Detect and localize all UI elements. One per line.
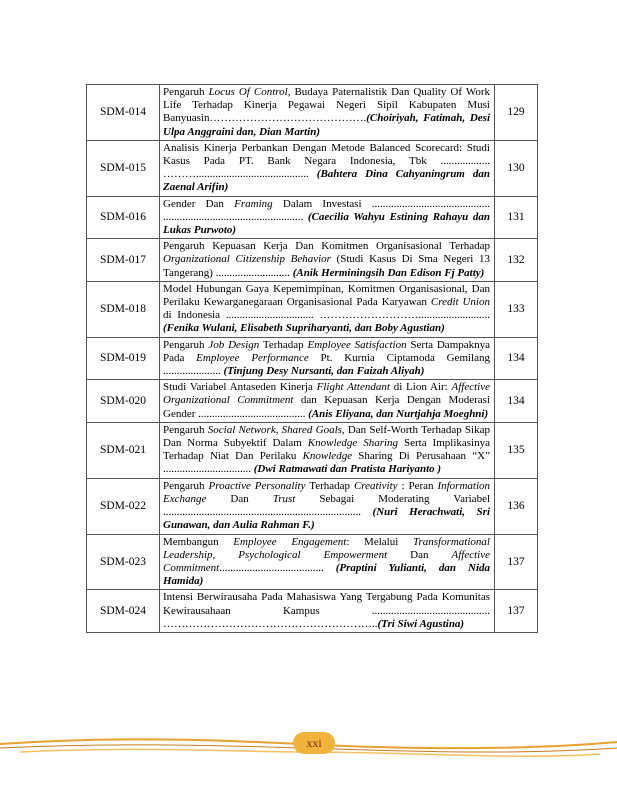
- toc-row: [87, 590, 538, 633]
- entry-page: 137: [495, 534, 538, 590]
- toc-row: [87, 534, 538, 590]
- entry-title-text: Affective Commitment: [163, 548, 490, 574]
- entry-title: [160, 281, 495, 337]
- entry-title: [160, 85, 495, 141]
- entry-title: [160, 534, 495, 590]
- entry-code: SDM-015: [87, 140, 160, 196]
- entry-title-text: Pengaruh Kepuasan Kerja Dan Komitmen Organisasional Terhadap: [163, 240, 490, 253]
- entry-title-text: Knowledge Sharing: [307, 437, 399, 450]
- entry-title-text: Dalam Investasi ........................................... ...................................................: [163, 197, 490, 223]
- entry-code: SDM-020: [87, 380, 160, 423]
- entry-authors: (Tinjung Desy Nursanti, dan Faizah Aliyah): [223, 365, 425, 378]
- entry-code: SDM-019: [87, 337, 160, 380]
- entry-title: [160, 478, 495, 534]
- entry-title-text: Knowledge: [302, 450, 353, 463]
- entry-title-text: Serta Dampaknya Pada: [163, 338, 491, 364]
- entry-title-text: (Studi Kasus Di Sma Negeri 13 Tangerang) ...........................: [163, 253, 490, 279]
- entry-code: SDM-021: [87, 422, 160, 478]
- toc-row: [87, 239, 538, 282]
- toc-row: [87, 422, 538, 478]
- entry-title-text: , Dan Self-Worth Terhadap Sikap Dan Norma Subyektif Dalam: [163, 423, 490, 450]
- entry-title-text: Employee Engagement: [233, 535, 347, 548]
- toc-row: [87, 478, 538, 534]
- toc-body: [87, 85, 538, 633]
- entry-title-text: Affective Organizational Commitment: [163, 381, 490, 407]
- entry-title-text: Transformational Leadership: [163, 535, 490, 561]
- entry-page: 134: [495, 380, 538, 423]
- entry-title: [160, 380, 495, 423]
- entry-authors: (Anik Herminingsih Dan Edison Fj Patty): [292, 266, 485, 279]
- entry-title-text: Pengaruh: [163, 479, 209, 492]
- toc-row: [87, 281, 538, 337]
- entry-title: [160, 337, 495, 380]
- entry-title-text: Sharing Di Perusahaan “X” ................................: [163, 450, 490, 476]
- entry-title-text: di Indonesia ................................ ………………………..........................: [163, 309, 490, 322]
- entry-title-text: Credit Union: [430, 296, 490, 309]
- toc-row: [87, 196, 538, 239]
- entry-title-text: Information Exchange: [163, 479, 491, 505]
- entry-title-text: Proactive Personality: [208, 479, 306, 492]
- entry-title-text: Organizational Citizenship Behavior: [163, 253, 331, 266]
- entry-code: SDM-018: [87, 281, 160, 337]
- entry-page: 136: [495, 478, 538, 534]
- entry-page: 130: [495, 140, 538, 196]
- entry-title-text: Flight Attendant: [316, 381, 390, 394]
- entry-title-text: Analisis Kinerja Perbankan Dengan Metode Balanced Scorecard: Studi Kasus Pada PT. Bank Negara Indonesia, Tbk .................. ……….........................................: [163, 141, 490, 181]
- entry-title-text: Serta Implikasinya Terhadap Niat Dan Perilaku: [163, 437, 490, 463]
- toc-row: [87, 337, 538, 380]
- toc-row: [87, 140, 538, 196]
- entry-title-text: Pengaruh: [163, 338, 209, 351]
- page-number-badge: [293, 732, 335, 754]
- entry-title-text: Employee Performance: [196, 351, 309, 364]
- entry-title-text: Trust: [272, 492, 296, 505]
- entry-title-text: Intensi Berwirausaha Pada Mahasiswa Yang Tergabung Pada Komunitas Kewirausahaan Kampus ........................................... …………………………………………………..: [163, 591, 490, 630]
- toc-row: [87, 85, 538, 141]
- entry-title-text: , Budaya Paternalistik Dan Quality Of Work Life Terhadap Kinerja Pegawai Negeri Sipil Kabupaten Musi Banyuasin…………………………………….: [163, 86, 491, 125]
- entry-title-text: Shared Goals: [281, 423, 342, 436]
- page-number: xxi: [306, 736, 322, 750]
- entry-title-text: di Lion Air:: [389, 381, 452, 394]
- entry-authors: (Tri Siwi Agustina): [377, 617, 465, 630]
- entry-page: 137: [495, 590, 538, 633]
- entry-code: SDM-017: [87, 239, 160, 282]
- entry-title-text: Sebagai Moderating Variabel ........................................................................: [163, 492, 491, 519]
- entry-code: SDM-016: [87, 196, 160, 239]
- entry-title-text: Pengaruh: [163, 86, 209, 98]
- entry-title-text: Model Hubungan Gaya Kepemimpinan, Komitmen Organisasional, Dan Perilaku Kewarganegaraan Organisasional Pada Karyawan: [163, 282, 490, 309]
- entry-title-text: ,: [212, 548, 239, 561]
- entry-page: 129: [495, 85, 538, 141]
- entry-page: 132: [495, 239, 538, 282]
- entry-page: 133: [495, 281, 538, 337]
- entry-title-text: Terhadap: [305, 479, 354, 492]
- entry-title-text: Terhadap: [259, 338, 308, 351]
- entry-title: [160, 140, 495, 196]
- entry-title-text: : Melalui: [346, 535, 413, 548]
- entry-code: SDM-014: [87, 85, 160, 141]
- entry-authors: (Caecilia Wahyu Estining Rahayu dan Lukas Purwoto): [163, 210, 490, 237]
- entry-code: SDM-023: [87, 534, 160, 590]
- entry-title-text: Employee Satisfaction: [307, 338, 407, 351]
- entry-authors: (Choiriyah, Fatimah, Desi Ulpa Anggraini dan, Dian Martin): [163, 112, 490, 138]
- entry-title-text: Creativity: [353, 479, 398, 492]
- entry-title-text: Membangun: [163, 535, 234, 548]
- entry-title-text: : Peran: [397, 479, 438, 492]
- entry-authors: (Bahtera Dina Cahyaningrum dan Zaenal Arifin): [163, 168, 491, 194]
- entry-code: SDM-022: [87, 478, 160, 534]
- entry-title: [160, 239, 495, 282]
- entry-title-text: Framing: [234, 197, 273, 210]
- entry-title-text: Studi Variabel Antaseden Kinerja: [163, 381, 317, 394]
- entry-title-text: Job Design: [208, 338, 260, 351]
- toc-row: [87, 380, 538, 423]
- entry-title-text: Dan: [387, 548, 452, 561]
- entry-authors: (Dwi Ratmawati dan Pratista Hariyanto ): [253, 463, 442, 476]
- table-of-contents: [86, 84, 538, 633]
- entry-authors: (Praptini Yulianti, dan Nida Hamida): [163, 561, 490, 588]
- entry-title-text: Gender Dan: [163, 197, 235, 210]
- entry-authors: (Nuri Herachwati, Sri Gunawan, dan Aulia Rahman F.): [163, 506, 491, 532]
- entry-title-text: Pt. Kurnia Ciptamoda Gemilang .....................: [163, 351, 490, 378]
- entry-title-text: dan Kepuasan Kerja Dengan Moderasi Gender .......................................: [163, 394, 491, 420]
- entry-page: 134: [495, 337, 538, 380]
- entry-authors: (Anis Eliyana, dan Nurtjahja Moeghni): [308, 407, 489, 420]
- entry-page: 131: [495, 196, 538, 239]
- entry-title-text: Dan: [206, 492, 273, 505]
- entry-title-text: ,: [275, 423, 282, 436]
- entry-page: 135: [495, 422, 538, 478]
- entry-title-text: Locus Of Control: [208, 86, 288, 98]
- entry-title-text: Pengaruh: [163, 423, 208, 436]
- entry-title: [160, 422, 495, 478]
- entry-authors: (Fenika Wulani, Elisabeth Supriharyanti, dan Boby Agustian): [163, 322, 445, 335]
- entry-title-text: ......................................: [219, 561, 336, 574]
- entry-code: SDM-024: [87, 590, 160, 633]
- entry-title-text: Social Network: [207, 423, 276, 436]
- entry-title-text: Psychological Empowerment: [238, 548, 388, 561]
- entry-title: [160, 590, 495, 633]
- entry-title: [160, 196, 495, 239]
